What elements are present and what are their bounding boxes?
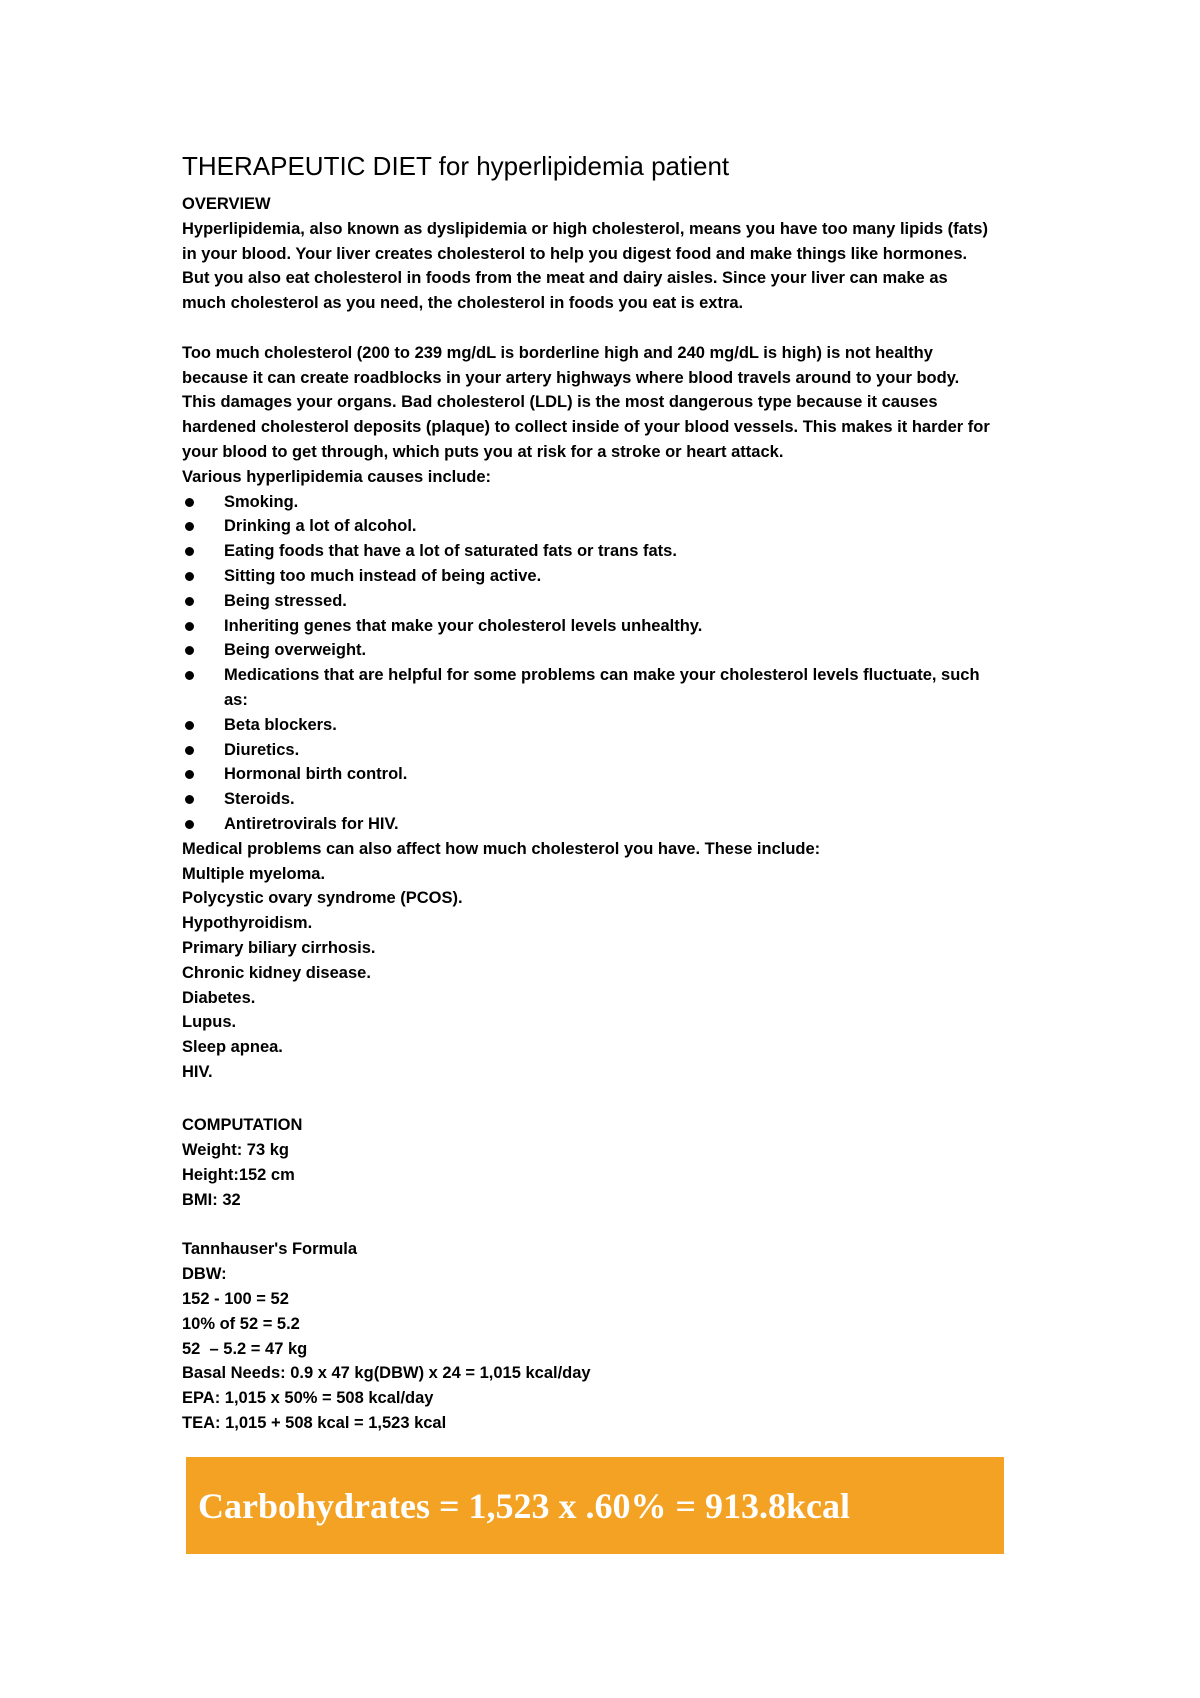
bullet-icon	[185, 547, 194, 556]
formula-line: EPA: 1,015 x 50% = 508 kcal/day	[182, 1389, 434, 1408]
formula-line: 152 - 100 = 52	[182, 1290, 289, 1309]
bullet-icon	[185, 795, 194, 804]
list-item: Eating foods that have a lot of saturated fats or trans fats.	[182, 539, 1062, 564]
formula-line: Basal Needs: 0.9 x 47 kg(DBW) x 24 = 1,015 kcal/day	[182, 1364, 591, 1383]
list-item: Sitting too much instead of being active.	[182, 564, 1062, 589]
height-value: Height:152 cm	[182, 1166, 295, 1185]
bullet-icon	[185, 522, 194, 531]
paragraph-line: Hyperlipidemia, also known as dyslipidemia or high cholesterol, means you have too many lipids (fats)	[182, 219, 988, 238]
list-item: Primary biliary cirrhosis.	[182, 938, 376, 957]
bullet-icon	[185, 597, 194, 606]
weight-value: Weight: 73 kg	[182, 1141, 289, 1160]
paragraph-line: much cholesterol as you need, the cholesterol in foods you eat is extra.	[182, 294, 744, 313]
bullet-icon	[185, 671, 194, 680]
paragraph-line: Too much cholesterol (200 to 239 mg/dL is borderline high and 240 mg/dL is high) is not healthy	[182, 343, 933, 362]
list-item: Inheriting genes that make your cholesterol levels unhealthy.	[182, 614, 1062, 639]
paragraph-line: in your blood. Your liver creates cholesterol to help you digest food and make things like hormones.	[182, 244, 968, 263]
formula-line: 52 – 5.2 = 47 kg	[182, 1339, 308, 1358]
bullet-icon	[185, 622, 194, 631]
list-item: Multiple myeloma.	[182, 864, 326, 883]
list-item: Beta blockers.	[182, 713, 1062, 738]
list-item: Drinking a lot of alcohol.	[182, 514, 1062, 539]
list-item: Sleep apnea.	[182, 1038, 283, 1057]
paragraph-line: But you also eat cholesterol in foods from the meat and dairy aisles. Since your liver can make as	[182, 269, 948, 288]
medical-problems-list	[182, 862, 1062, 1085]
computation-heading: COMPUTATION	[182, 1116, 303, 1135]
formula-heading: Tannhauser's Formula	[182, 1240, 358, 1259]
list-item: Smoking.	[182, 490, 1062, 515]
list-item: Diabetes.	[182, 988, 256, 1007]
bullet-icon	[185, 820, 194, 829]
spacer	[182, 1085, 1062, 1110]
formula-line: TEA: 1,015 + 508 kcal = 1,523 kcal	[182, 1414, 447, 1433]
carbohydrates-banner	[186, 1457, 1004, 1554]
document-body	[182, 150, 1062, 1436]
list-item: Lupus.	[182, 1013, 237, 1032]
paragraph-line: hardened cholesterol deposits (plaque) to collect inside of your blood vessels. This makes it harder for	[182, 418, 990, 437]
document-title: THERAPEUTIC DIET for hyperlipidemia patient	[182, 151, 730, 181]
bullet-icon	[185, 721, 194, 730]
carbohydrates-text: Carbohydrates = 1,523 x .60% = 913.8kcal	[198, 1485, 851, 1526]
overview-paragraph-2	[182, 341, 1062, 465]
paragraph-line: This damages your organs. Bad cholesterol (LDL) is the most dangerous type because it causes	[182, 393, 938, 412]
formula-lines	[182, 1262, 1062, 1436]
formula-line: 10% of 52 = 5.2	[182, 1314, 300, 1333]
list-item: HIV.	[182, 1062, 213, 1081]
paragraph-line: your blood to get through, which puts you at risk for a stroke or heart attack.	[182, 442, 784, 461]
list-item: Polycystic ovary syndrome (PCOS).	[182, 889, 463, 908]
list-item: Diuretics.	[182, 738, 1062, 763]
list-item: Antiretrovirals for HIV.	[182, 812, 1062, 837]
overview-heading: OVERVIEW	[182, 195, 271, 213]
overview-paragraph-1	[182, 217, 1062, 316]
bullet-icon	[185, 770, 194, 779]
medical-intro: Medical problems can also affect how much cholesterol you have. These include:	[182, 839, 821, 858]
formula-line: DBW:	[182, 1265, 227, 1284]
bullet-icon	[185, 646, 194, 655]
list-item: Hormonal birth control.	[182, 762, 1062, 787]
list-item: Steroids.	[182, 787, 1062, 812]
list-item: Being stressed.	[182, 589, 1062, 614]
list-item: Chronic kidney disease.	[182, 963, 371, 982]
paragraph-line: because it can create roadblocks in your artery highways where blood travels around to your body.	[182, 368, 960, 387]
bullet-icon	[185, 498, 194, 507]
bmi-value: BMI: 32	[182, 1190, 241, 1209]
list-item: Hypothyroidism.	[182, 914, 313, 933]
bullet-icon	[185, 746, 194, 755]
bullet-icon	[185, 572, 194, 581]
list-item: Being overweight.	[182, 638, 1062, 663]
causes-list	[182, 490, 1062, 837]
list-item: Medications that are helpful for some problems can make your cholesterol levels fluctuate, such as:	[182, 663, 1004, 713]
spacer	[182, 1213, 1062, 1238]
causes-intro: Various hyperlipidemia causes include:	[182, 467, 492, 486]
spacer	[182, 316, 1062, 341]
